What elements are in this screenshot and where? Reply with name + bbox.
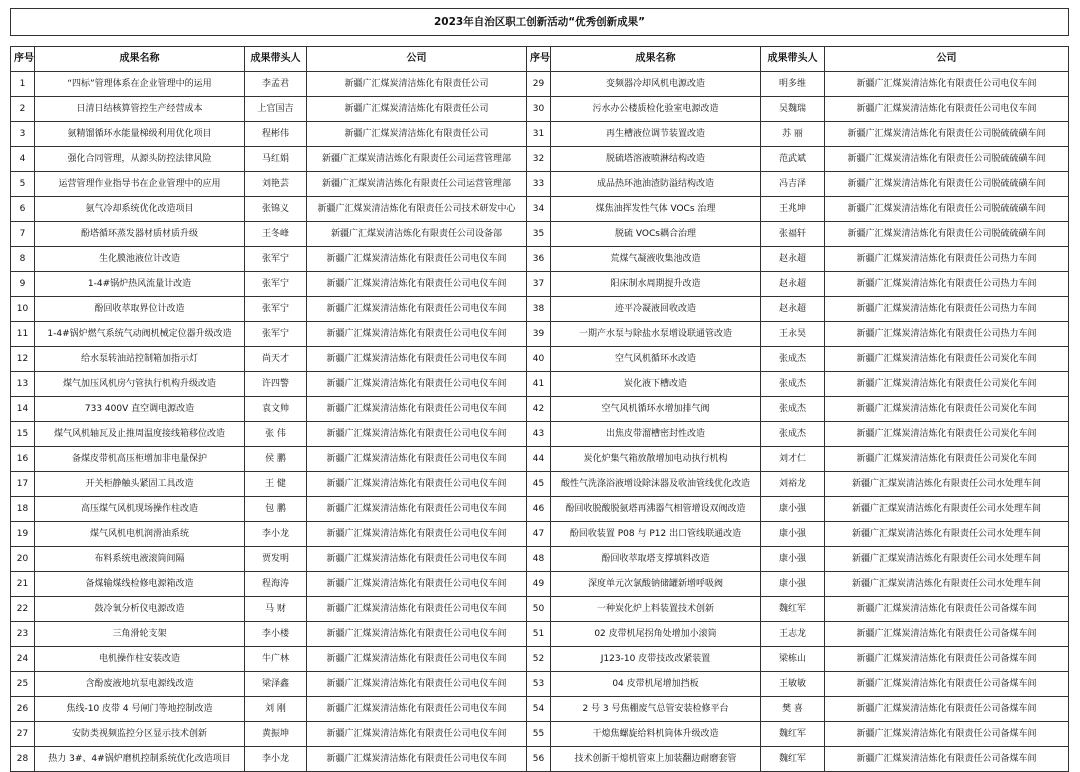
right-company-cell: 新疆广汇煤炭清洁炼化有限责任公司备煤车间 bbox=[825, 672, 1069, 697]
left-company-cell: 新疆广汇煤炭清洁炼化有限责任公司电仪车间 bbox=[307, 697, 527, 722]
left-company-cell: 新疆广汇煤炭清洁炼化有限责任公司电仪车间 bbox=[307, 272, 527, 297]
left-index-cell: 4 bbox=[11, 147, 35, 172]
table-title: 2023年自治区职工创新活动“优秀创新成果” bbox=[11, 9, 1069, 36]
right-name-cell: 深度单元次氯酸钠储罐新增呼吸阀 bbox=[551, 572, 761, 597]
left-leader-cell: 包 鹏 bbox=[245, 497, 307, 522]
table-row bbox=[11, 147, 1069, 172]
left-company-cell: 新疆广汇煤炭清洁炼化有限责任公司电仪车间 bbox=[307, 522, 527, 547]
header-leader-right: 成果带头人 bbox=[761, 47, 825, 72]
table-row bbox=[11, 222, 1069, 247]
left-company-cell: 新疆广汇煤炭清洁炼化有限责任公司电仪车间 bbox=[307, 247, 527, 272]
left-index-cell: 15 bbox=[11, 422, 35, 447]
right-name-cell: 酸性气洗涤浴液增设除沫器及收油管线优化改造 bbox=[551, 472, 761, 497]
left-name-cell: 开关柜静触头紧固工具改造 bbox=[35, 472, 245, 497]
left-name-cell: 强化合同管理，从源头防控法律风险 bbox=[35, 147, 245, 172]
left-name-cell: 含酚废液地坑泵电源线改造 bbox=[35, 672, 245, 697]
right-company-cell: 新疆广汇煤炭清洁炼化有限责任公司电仪车间 bbox=[825, 72, 1069, 97]
table-row bbox=[11, 322, 1069, 347]
left-leader-cell: 张军宁 bbox=[245, 272, 307, 297]
left-index-cell: 6 bbox=[11, 197, 35, 222]
left-index-cell: 9 bbox=[11, 272, 35, 297]
table-row bbox=[11, 672, 1069, 697]
right-name-cell: 技术创新干熄机管束上加装翻边耐磨套管 bbox=[551, 747, 761, 772]
left-leader-cell: 张锦义 bbox=[245, 197, 307, 222]
table-row bbox=[11, 572, 1069, 597]
left-index-cell: 14 bbox=[11, 397, 35, 422]
table-row bbox=[11, 247, 1069, 272]
left-index-cell: 12 bbox=[11, 347, 35, 372]
left-leader-cell: 尚天才 bbox=[245, 347, 307, 372]
right-company-cell: 新疆广汇煤炭清洁炼化有限责任公司炭化车间 bbox=[825, 397, 1069, 422]
table-row bbox=[11, 72, 1069, 97]
table-row bbox=[11, 347, 1069, 372]
right-index-cell: 43 bbox=[527, 422, 551, 447]
right-name-cell: 变频器冷却风机电源改造 bbox=[551, 72, 761, 97]
right-name-cell: 空气风机循环水改造 bbox=[551, 347, 761, 372]
left-company-cell: 新疆广汇煤炭清洁炼化有限责任公司 bbox=[307, 122, 527, 147]
award-table bbox=[10, 8, 1069, 772]
left-company-cell: 新疆广汇煤炭清洁炼化有限责任公司电仪车间 bbox=[307, 672, 527, 697]
right-name-cell: 04 皮带机尾增加挡板 bbox=[551, 672, 761, 697]
left-company-cell: 新疆广汇煤炭清洁炼化有限责任公司 bbox=[307, 72, 527, 97]
right-index-cell: 37 bbox=[527, 272, 551, 297]
right-name-cell: 一种炭化炉上料装置技术创新 bbox=[551, 597, 761, 622]
left-leader-cell: 张军宁 bbox=[245, 322, 307, 347]
award-table-sheet bbox=[10, 8, 1068, 772]
right-leader-cell: 王兆坤 bbox=[761, 197, 825, 222]
right-index-cell: 34 bbox=[527, 197, 551, 222]
left-index-cell: 10 bbox=[11, 297, 35, 322]
table-row bbox=[11, 272, 1069, 297]
right-name-cell: 2 号 3 号焦棚废气总管安装检修平台 bbox=[551, 697, 761, 722]
left-name-cell: “四标”管理体系在企业管理中的运用 bbox=[35, 72, 245, 97]
right-index-cell: 46 bbox=[527, 497, 551, 522]
left-leader-cell: 王冬峰 bbox=[245, 222, 307, 247]
left-index-cell: 16 bbox=[11, 447, 35, 472]
right-leader-cell: 赵永超 bbox=[761, 272, 825, 297]
right-company-cell: 新疆广汇煤炭清洁炼化有限责任公司炭化车间 bbox=[825, 447, 1069, 472]
table-row bbox=[11, 597, 1069, 622]
left-company-cell: 新疆广汇煤炭清洁炼化有限责任公司电仪车间 bbox=[307, 722, 527, 747]
left-index-cell: 18 bbox=[11, 497, 35, 522]
left-name-cell: 酚回收萃取界位计改造 bbox=[35, 297, 245, 322]
right-leader-cell: 康小强 bbox=[761, 547, 825, 572]
table-row bbox=[11, 622, 1069, 647]
left-name-cell: 鼓冷氧分析仪电源改造 bbox=[35, 597, 245, 622]
left-name-cell: 日清日结核算管控生产经营成本 bbox=[35, 97, 245, 122]
left-leader-cell: 程海涛 bbox=[245, 572, 307, 597]
right-leader-cell: 范武斌 bbox=[761, 147, 825, 172]
left-index-cell: 23 bbox=[11, 622, 35, 647]
table-row bbox=[11, 422, 1069, 447]
right-index-cell: 56 bbox=[527, 747, 551, 772]
right-company-cell: 新疆广汇煤炭清洁炼化有限责任公司水处理车间 bbox=[825, 522, 1069, 547]
right-company-cell: 新疆广汇煤炭清洁炼化有限责任公司备煤车间 bbox=[825, 597, 1069, 622]
right-name-cell: 酚回收脱酸脱氨塔再沸器气相管增设双阀改造 bbox=[551, 497, 761, 522]
left-leader-cell: 李小龙 bbox=[245, 522, 307, 547]
right-index-cell: 41 bbox=[527, 372, 551, 397]
right-name-cell: 脱硫 VOCs耦合治理 bbox=[551, 222, 761, 247]
table-row bbox=[11, 497, 1069, 522]
left-company-cell: 新疆广汇煤炭清洁炼化有限责任公司电仪车间 bbox=[307, 622, 527, 647]
right-leader-cell: 魏红军 bbox=[761, 722, 825, 747]
table-row bbox=[11, 747, 1069, 772]
left-name-cell: 酚塔循环蒸发器材质材质升级 bbox=[35, 222, 245, 247]
right-leader-cell: 康小强 bbox=[761, 522, 825, 547]
left-leader-cell: 牛广林 bbox=[245, 647, 307, 672]
left-index-cell: 19 bbox=[11, 522, 35, 547]
left-index-cell: 24 bbox=[11, 647, 35, 672]
right-company-cell: 新疆广汇煤炭清洁炼化有限责任公司热力车间 bbox=[825, 297, 1069, 322]
right-leader-cell: 梁栋山 bbox=[761, 647, 825, 672]
header-leader-left: 成果带头人 bbox=[245, 47, 307, 72]
right-index-cell: 49 bbox=[527, 572, 551, 597]
right-name-cell: 02 皮带机尾拐角处增加小滚筒 bbox=[551, 622, 761, 647]
right-index-cell: 38 bbox=[527, 297, 551, 322]
right-leader-cell: 张成杰 bbox=[761, 372, 825, 397]
header-name-right: 成果名称 bbox=[551, 47, 761, 72]
right-company-cell: 新疆广汇煤炭清洁炼化有限责任公司水处理车间 bbox=[825, 472, 1069, 497]
left-index-cell: 22 bbox=[11, 597, 35, 622]
table-row bbox=[11, 647, 1069, 672]
right-index-cell: 29 bbox=[527, 72, 551, 97]
left-name-cell: 煤气风机轴瓦及止推周温度接线箱移位改造 bbox=[35, 422, 245, 447]
left-leader-cell: 程彬伟 bbox=[245, 122, 307, 147]
left-company-cell: 新疆广汇煤炭清洁炼化有限责任公司 bbox=[307, 97, 527, 122]
left-leader-cell: 黄振坤 bbox=[245, 722, 307, 747]
right-company-cell: 新疆广汇煤炭清洁炼化有限责任公司备煤车间 bbox=[825, 697, 1069, 722]
left-index-cell: 28 bbox=[11, 747, 35, 772]
left-index-cell: 26 bbox=[11, 697, 35, 722]
right-index-cell: 36 bbox=[527, 247, 551, 272]
header-company-right: 公司 bbox=[825, 47, 1069, 72]
right-name-cell: 荒煤气凝液收集池改造 bbox=[551, 247, 761, 272]
right-leader-cell: 康小强 bbox=[761, 497, 825, 522]
left-company-cell: 新疆广汇煤炭清洁炼化有限责任公司电仪车间 bbox=[307, 572, 527, 597]
left-company-cell: 新疆广汇煤炭清洁炼化有限责任公司电仪车间 bbox=[307, 422, 527, 447]
right-leader-cell: 王敏敏 bbox=[761, 672, 825, 697]
right-company-cell: 新疆广汇煤炭清洁炼化有限责任公司脱硫硫磺车间 bbox=[825, 222, 1069, 247]
header-name-left: 成果名称 bbox=[35, 47, 245, 72]
left-company-cell: 新疆广汇煤炭清洁炼化有限责任公司运营管理部 bbox=[307, 147, 527, 172]
left-index-cell: 5 bbox=[11, 172, 35, 197]
left-leader-cell: 张军宁 bbox=[245, 297, 307, 322]
left-name-cell: 电机操作柱安装改造 bbox=[35, 647, 245, 672]
right-leader-cell: 刘才仁 bbox=[761, 447, 825, 472]
left-leader-cell: 上官国吉 bbox=[245, 97, 307, 122]
right-name-cell: 一期产水泵与除盐水泵增设联通管改造 bbox=[551, 322, 761, 347]
left-company-cell: 新疆广汇煤炭清洁炼化有限责任公司电仪车间 bbox=[307, 372, 527, 397]
left-leader-cell: 刘 刚 bbox=[245, 697, 307, 722]
left-leader-cell: 马红娟 bbox=[245, 147, 307, 172]
right-leader-cell: 苏 丽 bbox=[761, 122, 825, 147]
right-index-cell: 30 bbox=[527, 97, 551, 122]
right-leader-cell: 张福轩 bbox=[761, 222, 825, 247]
left-index-cell: 1 bbox=[11, 72, 35, 97]
left-name-cell: 氨精馏循环水能量梯级利用优化项目 bbox=[35, 122, 245, 147]
right-company-cell: 新疆广汇煤炭清洁炼化有限责任公司备煤车间 bbox=[825, 747, 1069, 772]
left-leader-cell: 刘艳芸 bbox=[245, 172, 307, 197]
right-name-cell: 再生槽液位调节装置改造 bbox=[551, 122, 761, 147]
left-leader-cell: 张 伟 bbox=[245, 422, 307, 447]
left-leader-cell: 许四警 bbox=[245, 372, 307, 397]
right-leader-cell: 王永昊 bbox=[761, 322, 825, 347]
header-company-left: 公司 bbox=[307, 47, 527, 72]
right-name-cell: 成品热环池油渣防溢结构改造 bbox=[551, 172, 761, 197]
right-company-cell: 新疆广汇煤炭清洁炼化有限责任公司炭化车间 bbox=[825, 422, 1069, 447]
right-leader-cell: 明多维 bbox=[761, 72, 825, 97]
right-leader-cell: 张成杰 bbox=[761, 422, 825, 447]
right-name-cell: 污水办公楼质检化验室电源改造 bbox=[551, 97, 761, 122]
right-name-cell: 煤焦油挥发性气体 VOCs 治理 bbox=[551, 197, 761, 222]
left-index-cell: 20 bbox=[11, 547, 35, 572]
left-leader-cell: 张军宁 bbox=[245, 247, 307, 272]
right-leader-cell: 刘裕龙 bbox=[761, 472, 825, 497]
right-leader-cell: 康小强 bbox=[761, 572, 825, 597]
table-row bbox=[11, 722, 1069, 747]
left-name-cell: 氨气冷却系统优化改造项目 bbox=[35, 197, 245, 222]
left-name-cell: 焦线-10 皮带 4 号闸门等地控制改造 bbox=[35, 697, 245, 722]
left-leader-cell: 李孟君 bbox=[245, 72, 307, 97]
table-row bbox=[11, 397, 1069, 422]
right-name-cell: 脱硫塔溶液喷淋结构改造 bbox=[551, 147, 761, 172]
header-index-right: 序号 bbox=[527, 47, 551, 72]
left-name-cell: 1-4#锅炉热风流量计改造 bbox=[35, 272, 245, 297]
right-company-cell: 新疆广汇煤炭清洁炼化有限责任公司热力车间 bbox=[825, 322, 1069, 347]
left-name-cell: 给水泵转油站控制箱加指示灯 bbox=[35, 347, 245, 372]
table-row bbox=[11, 372, 1069, 397]
left-name-cell: 煤气风机电机润滑油系统 bbox=[35, 522, 245, 547]
right-company-cell: 新疆广汇煤炭清洁炼化有限责任公司炭化车间 bbox=[825, 372, 1069, 397]
right-index-cell: 39 bbox=[527, 322, 551, 347]
right-leader-cell: 赵永超 bbox=[761, 297, 825, 322]
header-index-left: 序号 bbox=[11, 47, 35, 72]
left-leader-cell: 侯 鹏 bbox=[245, 447, 307, 472]
left-company-cell: 新疆广汇煤炭清洁炼化有限责任公司电仪车间 bbox=[307, 297, 527, 322]
right-index-cell: 33 bbox=[527, 172, 551, 197]
right-leader-cell: 冯吉泽 bbox=[761, 172, 825, 197]
right-company-cell: 新疆广汇煤炭清洁炼化有限责任公司脱硫硫磺车间 bbox=[825, 147, 1069, 172]
right-company-cell: 新疆广汇煤炭清洁炼化有限责任公司炭化车间 bbox=[825, 347, 1069, 372]
right-name-cell: 空气风机循环水增加排气阀 bbox=[551, 397, 761, 422]
right-company-cell: 新疆广汇煤炭清洁炼化有限责任公司备煤车间 bbox=[825, 622, 1069, 647]
left-company-cell: 新疆广汇煤炭清洁炼化有限责任公司电仪车间 bbox=[307, 447, 527, 472]
right-index-cell: 44 bbox=[527, 447, 551, 472]
left-company-cell: 新疆广汇煤炭清洁炼化有限责任公司技术研发中心 bbox=[307, 197, 527, 222]
left-leader-cell: 李小楼 bbox=[245, 622, 307, 647]
right-company-cell: 新疆广汇煤炭清洁炼化有限责任公司水处理车间 bbox=[825, 572, 1069, 597]
table-row bbox=[11, 447, 1069, 472]
left-index-cell: 13 bbox=[11, 372, 35, 397]
right-name-cell: 迹平冷凝液回收改造 bbox=[551, 297, 761, 322]
table-row bbox=[11, 522, 1069, 547]
left-index-cell: 27 bbox=[11, 722, 35, 747]
table-row bbox=[11, 172, 1069, 197]
left-name-cell: 布料系统电液滚筒间隔 bbox=[35, 547, 245, 572]
right-name-cell: 炭化液下槽改造 bbox=[551, 372, 761, 397]
spacer-row bbox=[11, 36, 1069, 47]
left-company-cell: 新疆广汇煤炭清洁炼化有限责任公司电仪车间 bbox=[307, 647, 527, 672]
left-index-cell: 11 bbox=[11, 322, 35, 347]
right-name-cell: J123-10 皮带技改改紧装置 bbox=[551, 647, 761, 672]
left-name-cell: 运营管理作业指导书在企业管理中的应用 bbox=[35, 172, 245, 197]
right-company-cell: 新疆广汇煤炭清洁炼化有限责任公司备煤车间 bbox=[825, 647, 1069, 672]
left-company-cell: 新疆广汇煤炭清洁炼化有限责任公司电仪车间 bbox=[307, 472, 527, 497]
left-name-cell: 备煤输煤线检修电源箱改造 bbox=[35, 572, 245, 597]
left-name-cell: 三角滑轮支架 bbox=[35, 622, 245, 647]
right-index-cell: 53 bbox=[527, 672, 551, 697]
right-index-cell: 35 bbox=[527, 222, 551, 247]
left-leader-cell: 李小龙 bbox=[245, 747, 307, 772]
left-name-cell: 生化膜池液位计改造 bbox=[35, 247, 245, 272]
right-index-cell: 32 bbox=[527, 147, 551, 172]
right-index-cell: 42 bbox=[527, 397, 551, 422]
header-row bbox=[11, 47, 1069, 72]
right-index-cell: 31 bbox=[527, 122, 551, 147]
right-name-cell: 出焦皮带溜槽密封性改造 bbox=[551, 422, 761, 447]
table-row bbox=[11, 122, 1069, 147]
right-index-cell: 52 bbox=[527, 647, 551, 672]
right-company-cell: 新疆广汇煤炭清洁炼化有限责任公司水处理车间 bbox=[825, 547, 1069, 572]
left-leader-cell: 梁泽鑫 bbox=[245, 672, 307, 697]
table-body bbox=[11, 72, 1069, 772]
left-company-cell: 新疆广汇煤炭清洁炼化有限责任公司运营管理部 bbox=[307, 172, 527, 197]
left-leader-cell: 马 财 bbox=[245, 597, 307, 622]
left-index-cell: 21 bbox=[11, 572, 35, 597]
left-company-cell: 新疆广汇煤炭清洁炼化有限责任公司电仪车间 bbox=[307, 497, 527, 522]
right-index-cell: 50 bbox=[527, 597, 551, 622]
right-company-cell: 新疆广汇煤炭清洁炼化有限责任公司脱硫硫磺车间 bbox=[825, 197, 1069, 222]
table-row bbox=[11, 697, 1069, 722]
table-row bbox=[11, 97, 1069, 122]
table-row bbox=[11, 472, 1069, 497]
left-company-cell: 新疆广汇煤炭清洁炼化有限责任公司电仪车间 bbox=[307, 747, 527, 772]
left-company-cell: 新疆广汇煤炭清洁炼化有限责任公司电仪车间 bbox=[307, 597, 527, 622]
left-name-cell: 煤气加压风机房勺管执行机构升级改造 bbox=[35, 372, 245, 397]
left-index-cell: 8 bbox=[11, 247, 35, 272]
right-name-cell: 干熄焦螺旋给料机筒体升级改造 bbox=[551, 722, 761, 747]
left-leader-cell: 贾发明 bbox=[245, 547, 307, 572]
left-company-cell: 新疆广汇煤炭清洁炼化有限责任公司设备部 bbox=[307, 222, 527, 247]
right-index-cell: 54 bbox=[527, 697, 551, 722]
left-leader-cell: 袁文帅 bbox=[245, 397, 307, 422]
left-index-cell: 7 bbox=[11, 222, 35, 247]
right-company-cell: 新疆广汇煤炭清洁炼化有限责任公司备煤车间 bbox=[825, 722, 1069, 747]
right-leader-cell: 张成杰 bbox=[761, 397, 825, 422]
right-company-cell: 新疆广汇煤炭清洁炼化有限责任公司脱硫硫磺车间 bbox=[825, 122, 1069, 147]
right-leader-cell: 赵永超 bbox=[761, 247, 825, 272]
left-index-cell: 3 bbox=[11, 122, 35, 147]
left-leader-cell: 王 健 bbox=[245, 472, 307, 497]
right-company-cell: 新疆广汇煤炭清洁炼化有限责任公司热力车间 bbox=[825, 247, 1069, 272]
right-company-cell: 新疆广汇煤炭清洁炼化有限责任公司脱硫硫磺车间 bbox=[825, 172, 1069, 197]
right-leader-cell: 魏红军 bbox=[761, 747, 825, 772]
right-leader-cell: 张成杰 bbox=[761, 347, 825, 372]
title-row bbox=[11, 9, 1069, 36]
left-company-cell: 新疆广汇煤炭清洁炼化有限责任公司电仪车间 bbox=[307, 547, 527, 572]
right-leader-cell: 樊 喜 bbox=[761, 697, 825, 722]
left-name-cell: 1-4#锅炉燃气系统气动阀机械定位器升级改造 bbox=[35, 322, 245, 347]
left-company-cell: 新疆广汇煤炭清洁炼化有限责任公司电仪车间 bbox=[307, 322, 527, 347]
right-name-cell: 炭化炉集气箱放散增加电动执行机构 bbox=[551, 447, 761, 472]
right-index-cell: 51 bbox=[527, 622, 551, 647]
left-index-cell: 17 bbox=[11, 472, 35, 497]
spacer-cell bbox=[11, 36, 1069, 47]
right-index-cell: 55 bbox=[527, 722, 551, 747]
right-index-cell: 45 bbox=[527, 472, 551, 497]
table-row bbox=[11, 197, 1069, 222]
left-company-cell: 新疆广汇煤炭清洁炼化有限责任公司电仪车间 bbox=[307, 397, 527, 422]
table-row bbox=[11, 547, 1069, 572]
left-name-cell: 高压煤气风机现场操作柱改造 bbox=[35, 497, 245, 522]
right-name-cell: 阳床制水周期提升改造 bbox=[551, 272, 761, 297]
left-index-cell: 25 bbox=[11, 672, 35, 697]
right-name-cell: 酚回收萃取塔支撑填料改造 bbox=[551, 547, 761, 572]
left-company-cell: 新疆广汇煤炭清洁炼化有限责任公司电仪车间 bbox=[307, 347, 527, 372]
right-company-cell: 新疆广汇煤炭清洁炼化有限责任公司水处理车间 bbox=[825, 497, 1069, 522]
right-leader-cell: 吴魏瑞 bbox=[761, 97, 825, 122]
table-row bbox=[11, 297, 1069, 322]
left-name-cell: 733 400V 直空调电源改造 bbox=[35, 397, 245, 422]
left-name-cell: 备煤皮带机高压柜增加非电量保护 bbox=[35, 447, 245, 472]
left-name-cell: 安防类视频监控分区显示技术创新 bbox=[35, 722, 245, 747]
right-index-cell: 47 bbox=[527, 522, 551, 547]
right-leader-cell: 魏红军 bbox=[761, 597, 825, 622]
right-index-cell: 40 bbox=[527, 347, 551, 372]
right-leader-cell: 王志龙 bbox=[761, 622, 825, 647]
left-index-cell: 2 bbox=[11, 97, 35, 122]
left-name-cell: 热力 3#、4#锅炉磨机控制系统优化改造项目 bbox=[35, 747, 245, 772]
right-index-cell: 48 bbox=[527, 547, 551, 572]
right-company-cell: 新疆广汇煤炭清洁炼化有限责任公司电仪车间 bbox=[825, 97, 1069, 122]
right-name-cell: 酚回收装置 P08 与 P12 出口管线联通改造 bbox=[551, 522, 761, 547]
right-company-cell: 新疆广汇煤炭清洁炼化有限责任公司热力车间 bbox=[825, 272, 1069, 297]
